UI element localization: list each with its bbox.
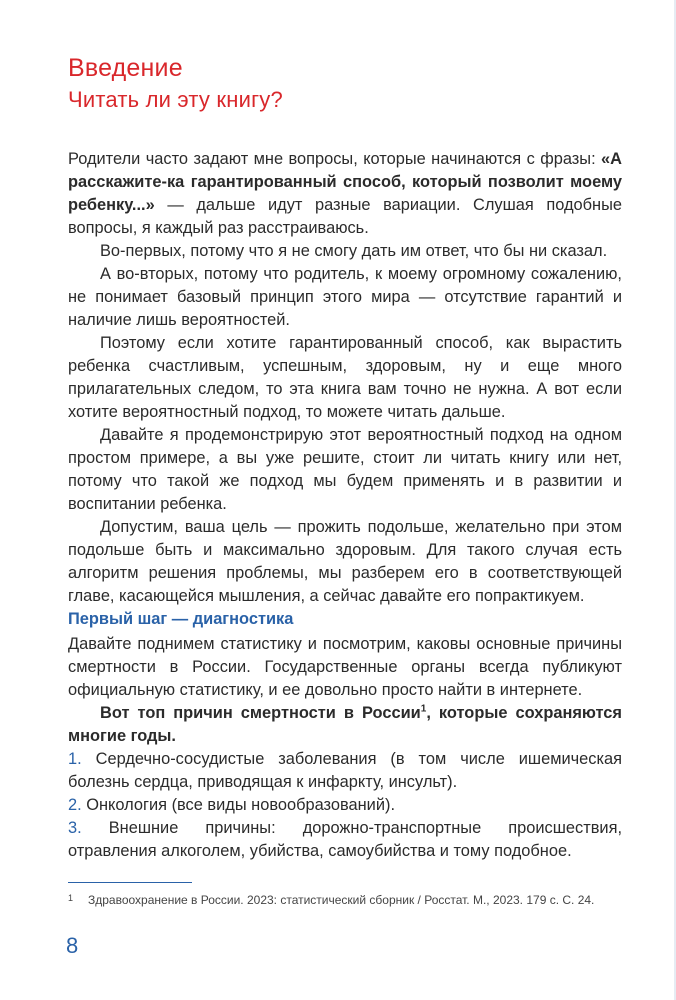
section-bold-paragraph xyxy=(68,702,622,748)
footnote-text: Здравоохранение в России. 2023: статистический сборник / Росстат. М., 2023. 179 с. С. 24. xyxy=(88,893,595,907)
intro-paragraph-1 xyxy=(68,148,622,240)
intro-p1-text: Родители часто задают мне вопросы, которые начинаются с фразы: xyxy=(68,150,602,168)
section-paragraph-1: Давайте поднимем статистику и посмотрим, каковы основные причины смертности в России. Государственные органы всегда публикуют официальную статистику, и ее довольно просто найти в интернете. xyxy=(68,635,622,699)
intro-paragraph-4: Поэтому если хотите гарантированный способ, как вырастить ребенка счастливым, успешным, здоровым, ну и еще много прилагательных следом, то эта книга вам точно не нужна. А вот если хотите вероятностный подход, то можете читать дальше. xyxy=(68,334,622,421)
list-item-text: Сердечно-сосудистые заболевания (в том числе ишемическая болезнь сердца, приводящая к инфаркту, инсульт). xyxy=(68,750,622,791)
intro-paragraph-3: А во-вторых, потому что родитель, к моему огромному сожалению, не понимает базовый принцип этого мира — отсутствие гарантий и наличие лишь вероятностей. xyxy=(68,265,622,329)
list-item-text: Внешние причины: дорожно-транспортные происшествия, отравления алкоголем, убийства, самоубийства и тому подобное. xyxy=(68,819,622,860)
footnote-reference[interactable]: 1 xyxy=(420,703,427,715)
chapter-title: Введение xyxy=(68,54,183,82)
list-item xyxy=(68,748,622,794)
intro-p1-quote: «А расскажите-ка гарантированный способ, который позволит моему ребенку...» xyxy=(68,150,622,214)
section-heading: Первый шаг — диагностика xyxy=(68,610,294,628)
list-item xyxy=(68,794,622,817)
causes-list xyxy=(68,748,622,863)
list-item-number: 2. xyxy=(68,796,82,814)
section-text xyxy=(68,633,622,863)
list-item-number: 3. xyxy=(68,819,82,837)
intro-p1-rest: — дальше идут разные вариации. Слушая подобные вопросы, я каждый раз расстраиваюсь. xyxy=(68,196,622,237)
footnote-divider xyxy=(68,882,192,883)
list-item xyxy=(68,817,622,863)
intro-paragraph-2: Во-первых, потому что я не смогу дать им ответ, что бы ни сказал. xyxy=(100,242,608,260)
chapter-subtitle: Читать ли эту книгу? xyxy=(68,87,283,112)
section-bold-rest: , которые сохраняются многие годы. xyxy=(68,704,622,745)
page-number: 8 xyxy=(66,933,79,958)
intro-paragraph-6: Допустим, ваша цель — прожить подольше, желательно при этом подольше быть и максимально здоровым. Для такого случая есть алгоритм решения проблемы, мы разберем его в соответствующей главе, касающейся мышления, а сейчас давайте его попрактикуем. xyxy=(68,518,622,605)
intro-text xyxy=(68,148,622,608)
intro-paragraph-5: Давайте я продемонстрирую этот вероятностный подход на одном простом примере, а вы уже решите, стоит ли читать книгу или нет, потому что такой же подход мы будем применять и в развитии и воспитании ребенка. xyxy=(68,426,622,513)
section-bold-text: Вот топ причин смертности в России xyxy=(100,704,421,722)
footnote xyxy=(68,893,638,907)
list-item-text: Онкология (все виды новообразований). xyxy=(86,796,395,814)
footnote-mark: 1 xyxy=(68,893,74,903)
list-item-number: 1. xyxy=(68,750,82,768)
